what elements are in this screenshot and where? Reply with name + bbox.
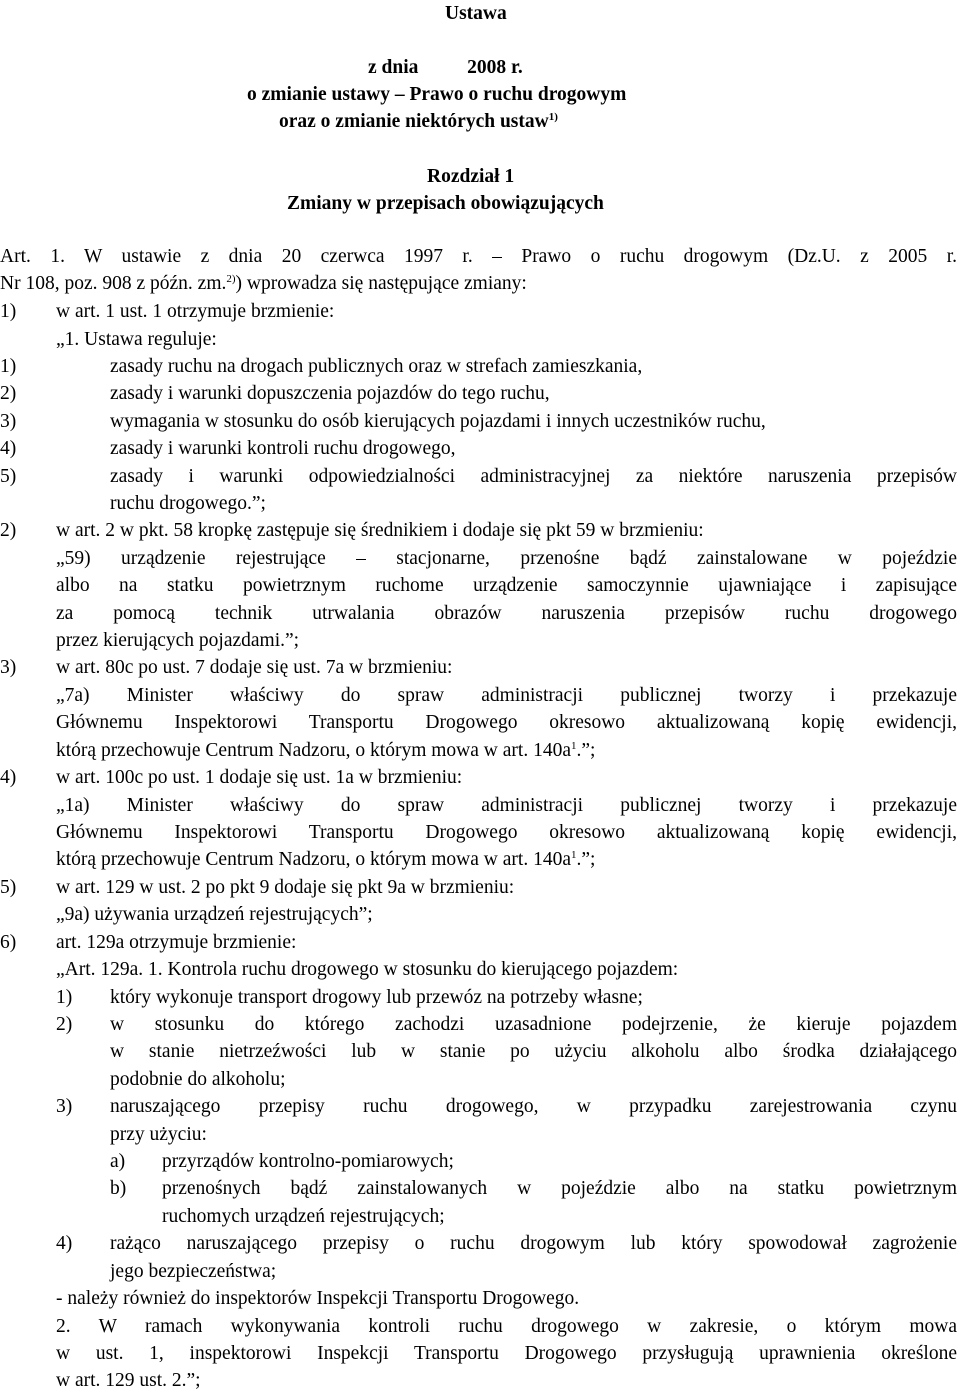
item-number: 1) xyxy=(56,987,73,1008)
point-number: 1) xyxy=(0,301,17,322)
item-number: 1) xyxy=(0,356,17,377)
subject-line-2: oraz o zmianie niektórych ustaw$^{1)}$ xyxy=(279,111,558,132)
item-number: 3) xyxy=(56,1096,73,1117)
item-number: 4) xyxy=(0,438,17,459)
point-number: 5) xyxy=(0,877,17,898)
point-text: w art. 129 w ust. 2 po pkt 9 dodaje się pkt 9a w brzmieniu: xyxy=(56,877,515,898)
point-number: 2) xyxy=(0,520,17,541)
subitem-letter: b) xyxy=(110,1178,127,1199)
chapter-number: Rozdział 1 xyxy=(427,166,515,187)
quote-line: którą przechowuje Centrum Nadzoru, o którym mowa w art. $140a^1$.”; xyxy=(56,740,596,761)
quote-line: za pomocą technik utrwalania obrazów naruszenia przepisów ruchu drogowego xyxy=(56,603,957,624)
date-line: z dnia 2008 r. xyxy=(368,57,523,78)
subitem-text: przenośnych bądź zainstalowanych w pojeździe albo na statku powietrznym xyxy=(162,1178,957,1199)
section-2-line: 2. W ramach wykonywania kontroli ruchu drogowego w zakresie, o którym mowa xyxy=(56,1316,957,1337)
footnote-ref: 1) xyxy=(548,111,558,123)
subject-line-1: o zmianie ustawy – Prawo o ruchu drogowym xyxy=(247,84,627,105)
item-text: zasady ruchu na drogach publicznych oraz w strefach zamieszkania, xyxy=(110,356,643,377)
quote-line: „1a) Minister właściwy do spraw administracji publicznej tworzy i przekazuje xyxy=(56,795,957,816)
point-text: art. 129a otrzymuje brzmienie: xyxy=(56,932,297,953)
item-text-cont: ruchu drogowego.”; xyxy=(110,493,266,514)
footnote-ref: 2) xyxy=(226,273,236,285)
point-text: w art. 1 ust. 1 otrzymuje brzmienie: xyxy=(56,301,335,322)
document-title: Ustawa xyxy=(445,3,507,24)
point-text: w art. 100c po ust. 1 dodaje się ust. 1a w brzmieniu: xyxy=(56,767,463,788)
item-text: zasady i warunki odpowiedzialności administracyjnej za niektóre naruszenia przepisów xyxy=(110,466,957,487)
quote-line: „9a) używania urządzeń rejestrujących”; xyxy=(56,904,373,925)
subitem-letter: a) xyxy=(110,1151,126,1172)
item-text: zasady i warunki kontroli ruchu drogowego, xyxy=(110,438,456,459)
quote-line: którą przechowuje Centrum Nadzoru, o którym mowa w art. $140a^1$.”; xyxy=(56,849,596,870)
item-text: w stosunku do którego zachodzi uzasadnione podejrzenie, że kieruje pojazdem xyxy=(110,1014,957,1035)
subitem-text: przyrządów kontrolno-pomiarowych; xyxy=(162,1151,454,1172)
item-text: naruszającego przepisy ruchu drogowego, w przypadku zarejestrowania czynu xyxy=(110,1096,957,1117)
point-text: w art. 2 w pkt. 58 kropkę zastępuje się średnikiem i dodaje się pkt 59 w brzmieniu: xyxy=(56,520,704,541)
quote-line: Głównemu Inspektorowi Transportu Drogowego okresowo aktualizowaną kopię ewidencji, xyxy=(56,712,957,733)
item-text: w stanie nietrzeźwości lub w stanie po użyciu alkoholu albo środka działającego xyxy=(110,1041,957,1062)
dash-line: - należy również do inspektorów Inspekcji Transportu Drogowego. xyxy=(56,1288,580,1309)
chapter-title: Zmiany w przepisach obowiązujących xyxy=(287,193,604,214)
point-number: 4) xyxy=(0,767,17,788)
art1-line-2: Nr 108, poz. 908 z późn. zm.$^{2)}$) wprowadza się następujące zmiany: xyxy=(0,273,527,294)
item-number: 2) xyxy=(0,383,17,404)
item-number: 2) xyxy=(56,1014,73,1035)
item-text: przy użyciu: xyxy=(110,1124,207,1145)
item-text: zasady i warunki dopuszczenia pojazdów do tego ruchu, xyxy=(110,383,550,404)
quote-line: albo na statku powietrznym ruchome urządzenie samoczynnie ujawniające i zapisujące xyxy=(56,575,957,596)
item-text: jego bezpieczeństwa; xyxy=(110,1261,277,1282)
item-number: 4) xyxy=(56,1233,73,1254)
point-number: 6) xyxy=(0,932,17,953)
quote-line: „59) urządzenie rejestrujące – stacjonarne, przenośne bądź zainstalowane w pojeździe xyxy=(56,548,957,569)
section-2-line: w ust. 1, inspektorowi Inspekcji Transportu Drogowego przysługują uprawnienia określone xyxy=(56,1343,957,1364)
item-number: 5) xyxy=(0,466,17,487)
quote-line: przez kierujących pojazdami.”; xyxy=(56,630,300,651)
item-text: wymagania w stosunku do osób kierujących pojazdami i innych uczestników ruchu, xyxy=(110,411,766,432)
item-number: 3) xyxy=(0,411,17,432)
quote-line: „1. Ustawa reguluje: xyxy=(56,329,217,350)
item-text: podobnie do alkoholu; xyxy=(110,1069,286,1090)
quote-line: Głównemu Inspektorowi Transportu Drogowego okresowo aktualizowaną kopię ewidencji, xyxy=(56,822,957,843)
quote-line: „Art. 129a. 1. Kontrola ruchu drogowego w stosunku do kierującego pojazdem: xyxy=(56,959,679,980)
item-text: rażąco naruszającego przepisy o ruchu drogowym lub który spowodował zagrożenie xyxy=(110,1233,957,1254)
subitem-text: ruchomych urządzeń rejestrujących; xyxy=(162,1206,445,1227)
section-2-line: w art. 129 ust. 2.”; xyxy=(56,1370,201,1391)
art1-line-1: Art. 1. W ustawie z dnia 20 czerwca 1997 r. – Prawo o ruchu drogowym (Dz.U. z 2005 r. xyxy=(0,246,957,267)
quote-line: „7a) Minister właściwy do spraw administracji publicznej tworzy i przekazuje xyxy=(56,685,957,706)
point-text: w art. 80c po ust. 7 dodaje się ust. 7a w brzmieniu: xyxy=(56,657,453,678)
item-text: który wykonuje transport drogowy lub przewóz na potrzeby własne; xyxy=(110,987,643,1008)
point-number: 3) xyxy=(0,657,17,678)
